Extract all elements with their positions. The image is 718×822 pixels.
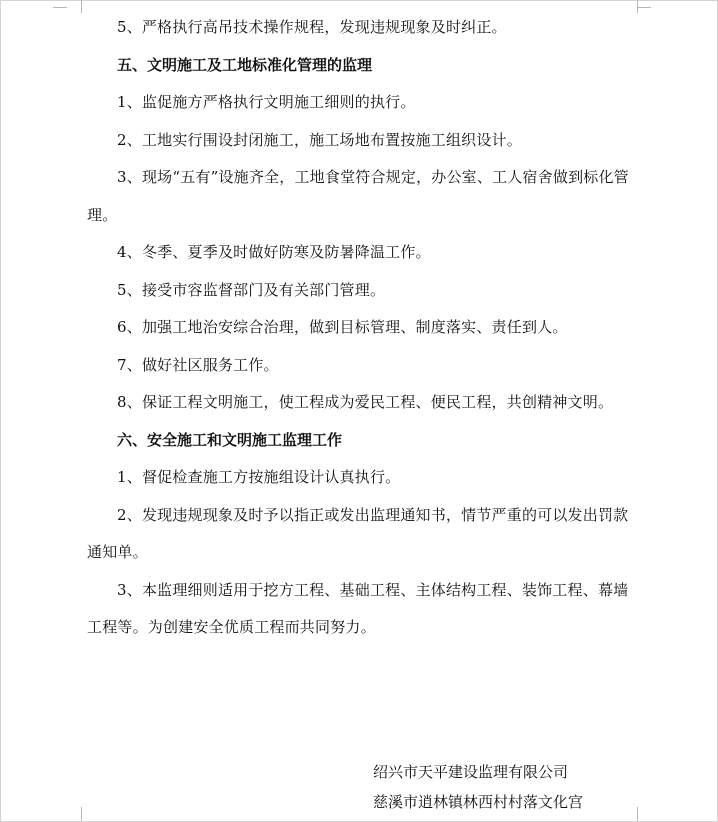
- crop-mark-top-right-h: [637, 7, 651, 8]
- paragraph: 2、工地实行围设封闭施工，施工场地布置按施工组织设计。: [117, 130, 522, 149]
- crop-mark-top-left: [67, 0, 82, 13]
- crop-mark-top-left-h: [53, 7, 67, 8]
- paragraph: 5、接受市容监督部门及有关部门管理。: [117, 280, 386, 299]
- paragraph: 3、本监理细则适用于挖方工程、基础工程、主体结构工程、装饰工程、幕墙工程等。为创建安全优质工程而共同努力。: [87, 580, 629, 636]
- section-heading: 六、安全施工和文明施工监理工作: [117, 430, 343, 449]
- paragraph: 3、现场“五有”设施齐全，工地食堂符合规定，办公室、工人宿舍做到标化管理。: [87, 168, 629, 224]
- paragraph: 7、做好社区服务工作。: [117, 355, 279, 374]
- paragraph: 1、监促施方严格执行文明施工细则的执行。: [117, 93, 416, 111]
- paragraph: 5、严格执行高吊技术操作规程，发现违规现象及时纠正。: [117, 18, 507, 36]
- paragraph: 8、保证工程文明施工，使工程成为爱民工程、便民工程，共创精神文明。: [117, 393, 614, 411]
- paragraph: 2、发现违规现象及时予以指正或发出监理通知书，情节严重的可以发出罚款通知单。: [87, 505, 629, 561]
- crop-mark-bottom-left: [67, 807, 82, 821]
- signature-company: 绍兴市天平建设监理有限公司: [373, 763, 569, 781]
- document-body: [87, 9, 635, 647]
- signature-project: 慈溪市逍林镇林西村村落文化宫: [373, 793, 584, 811]
- paragraph: 1、督促检查施工方按施组设计认真执行。: [117, 468, 401, 486]
- paragraph: 6、加强工地治安综合治理，做到目标管理、制度落实、责任到人。: [117, 318, 568, 336]
- section-heading: 五、文明施工及工地标准化管理的监理: [117, 55, 373, 74]
- paragraph: 4、冬季、夏季及时做好防寒及防暑降温工作。: [117, 243, 431, 261]
